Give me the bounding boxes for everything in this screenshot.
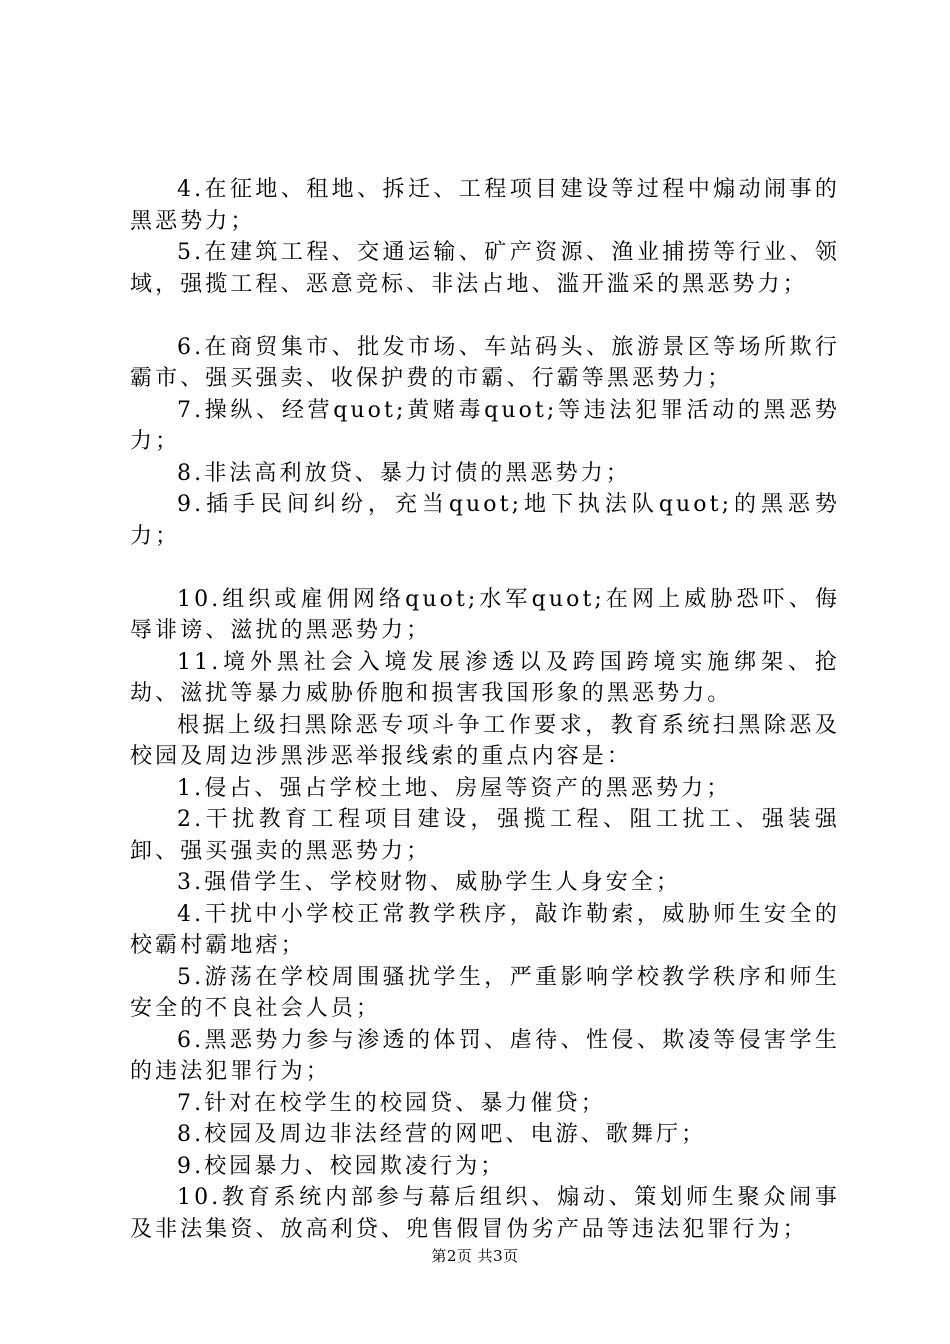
- paragraph: 3.强借学生、学校财物、威胁学生人身安全；: [177, 870, 682, 895]
- paragraph: 5.游荡在学校周围骚扰学生，严重影响学校教学秩序和师生安全的不良社会人员；: [130, 964, 840, 1021]
- page-footer: 第2页 共3页: [431, 1247, 519, 1265]
- paragraph-spacer: [130, 552, 840, 584]
- paragraph: 6.黑恶势力参与渗透的体罚、虐待、性侵、欺凌等侵害学生的违法犯罪行为；: [130, 1027, 840, 1084]
- paragraph: 10.组织或雇佣网络quot;水军quot;在网上威胁恐吓、侮辱诽谤、滋扰的黑恶势力；: [130, 586, 840, 643]
- paragraph-spacer: [130, 300, 840, 332]
- paragraph: 8.非法高利放贷、暴力讨债的黑恶势力；: [177, 460, 631, 486]
- paragraph: 4.干扰中小学校正常教学秩序，敲诈勒索，威胁师生安全的校霸村霸地痞；: [130, 901, 840, 958]
- paragraph: 11.境外黑社会入境发展渗透以及跨国跨境实施绑架、抢劫、滋扰等暴力威胁侨胞和损害我国形象的黑恶势力。: [130, 649, 840, 706]
- paragraph: 7.操纵、经营quot;黄赌毒quot;等违法犯罪活动的黑恶势力；: [130, 397, 840, 454]
- document-body: [130, 174, 840, 1245]
- paragraph: 1.侵占、强占学校土地、房屋等资产的黑恶势力；: [177, 775, 732, 801]
- paragraph: 2.干扰教育工程项目建设，强揽工程、阻工扰工、强装强卸、强买强卖的黑恶势力；: [130, 807, 840, 864]
- paragraph: 5.在建筑工程、交通运输、矿产资源、渔业捕捞等行业、领域，强揽工程、恶意竞标、非法占地、滥开滥采的黑恶势力；: [130, 240, 840, 297]
- paragraph: 根据上级扫黑除恶专项斗争工作要求，教育系统扫黑除恶及校园及周边涉黑涉恶举报线索的重点内容是：: [130, 712, 840, 769]
- paragraph: 7.针对在校学生的校园贷、暴力催贷；: [177, 1090, 606, 1116]
- paragraph: 10.教育系统内部参与幕后组织、煽动、策划师生聚众闹事及非法集资、放高利贷、兜售假冒伪劣产品等违法犯罪行为；: [130, 1185, 840, 1242]
- paragraph: 6.在商贸集市、批发市场、车站码头、旅游景区等场所欺行霸市、强买强卖、收保护费的市霸、行霸等黑恶势力；: [130, 334, 840, 391]
- paragraph: 9.校园暴力、校园欺凌行为；: [177, 1153, 506, 1179]
- paragraph: 8.校园及周边非法经营的网吧、电游、歌舞厅；: [177, 1122, 707, 1147]
- paragraph: 9.插手民间纠纷，充当quot;地下执法队quot;的黑恶势力；: [130, 492, 840, 549]
- paragraph: 4.在征地、租地、拆迁、工程项目建设等过程中煽动闹事的黑恶势力；: [130, 177, 840, 234]
